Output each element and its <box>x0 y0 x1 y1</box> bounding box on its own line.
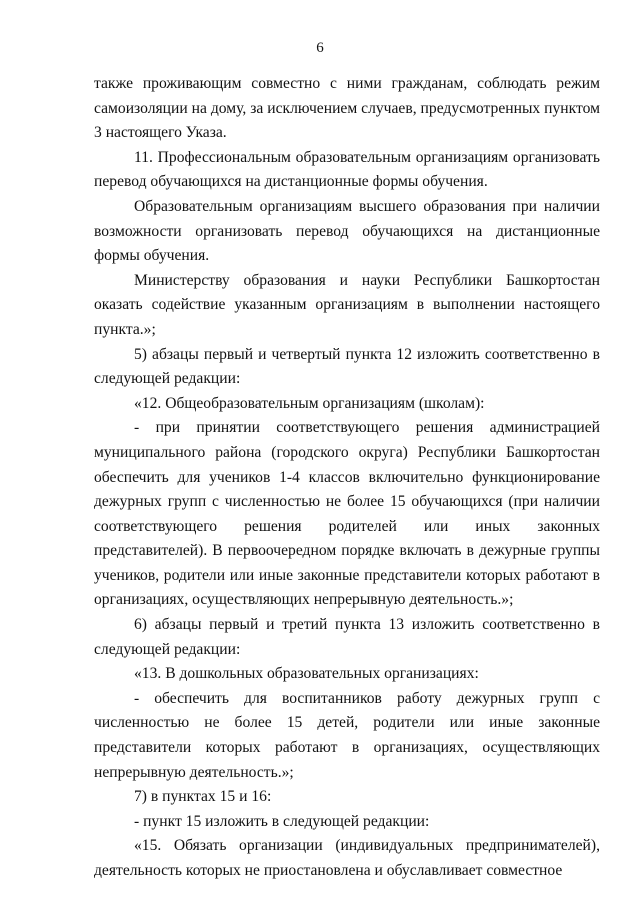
paragraph-item-13: «13. В дошкольных образовательных организациях: <box>134 665 479 683</box>
paragraph-ministry: Министерству образования и науки Республики Башкортостан оказать содействие указанным организациям в выполнении настоящего пункта.»; <box>94 271 600 338</box>
paragraph-item-15-intro: - пункт 15 изложить в следующей редакции: <box>134 812 430 830</box>
paragraph-amendment-6: 6) абзацы первый и третий пункта 13 изложить соответственно в следующей редакции: <box>94 616 600 658</box>
paragraph-school-duty-groups: - при принятии соответствующего решения администрацией муниципального района (городского округа) Республики Башкортостан обеспечить для учеников 1-4 классов включительно функционирование дежурных групп с численностью не более 15 обучающихся (при наличии соответствующего решения родителей или иных законных представителей). В первоочередном порядке включать в дежурные группы учеников, родители или иные законные представители которых работают в организациях, осуществляющих непрерывную деятельность.»; <box>94 419 600 609</box>
paragraph-item-11: 11. Профессиональным образовательным организациям организовать перевод обучающихся на дистанционные формы обучения. <box>94 148 600 191</box>
document-body <box>94 72 600 884</box>
page-number: 6 <box>316 40 324 56</box>
paragraph-amendment-5: 5) абзацы первый и четвертый пункта 12 изложить соответственно в следующей редакции: <box>94 345 600 388</box>
paragraph-item-15: «15. Обязать организации (индивидуальных предпринимателей), деятельность которых не приостановлена и обуславливает совместное <box>94 837 600 879</box>
paragraph-continuation: также проживающим совместно с ними гражданам, соблюдать режим самоизоляции на дому, за исключением случаев, предусмотренных пунктом 3 настоящего Указа. <box>94 75 600 142</box>
paragraph-higher-education: Образовательным организациям высшего образования при наличии возможности организовать перевод обучающихся на дистанционные формы обучения. <box>94 197 600 265</box>
paragraph-item-12: «12. Общеобразовательным организациям (школам): <box>134 394 485 412</box>
paragraph-amendment-7: 7) в пунктах 15 и 16: <box>134 788 272 806</box>
paragraph-preschool-duty-groups: - обеспечить для воспитанников работу дежурных групп с численностью не более 15 детей, родители или иные законные представители которых работают в организациях, осуществляющих непрерывную деятельность.»; <box>94 689 600 781</box>
